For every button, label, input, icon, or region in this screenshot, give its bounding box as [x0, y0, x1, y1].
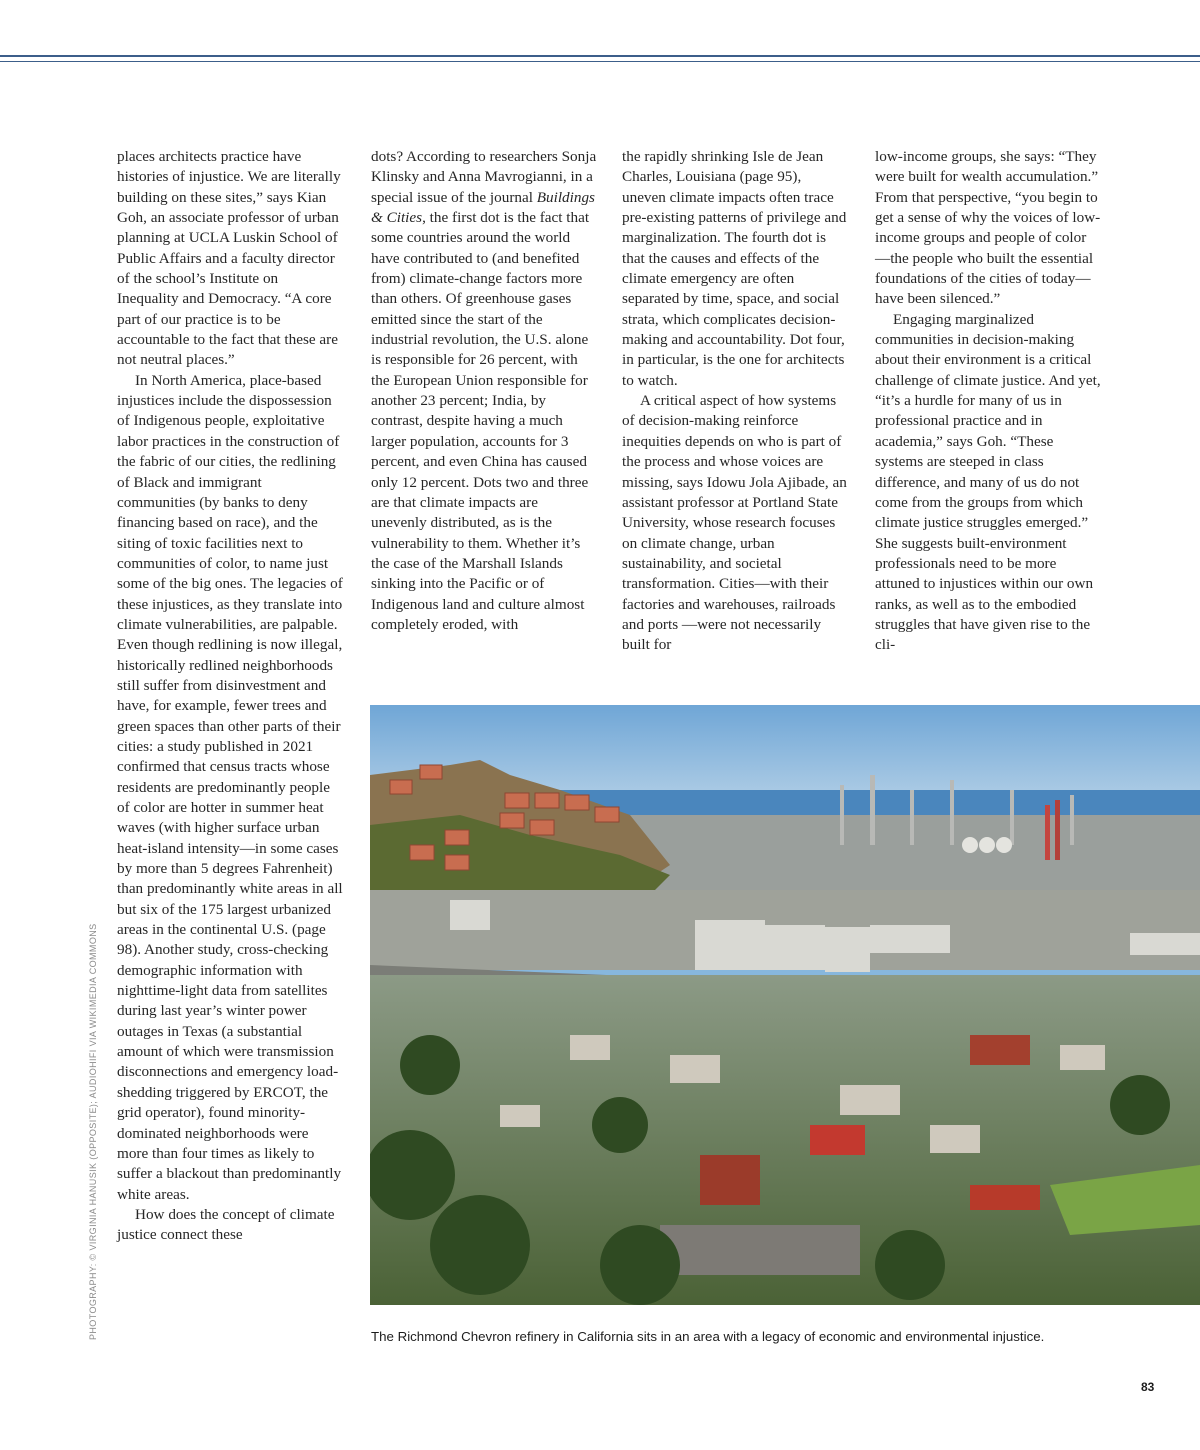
paragraph: low-income groups, she says: “They were built for wealth accumulation.” From that perspective, “you begin to get a sense of why the voices of low-income groups and people of color—the people who built the essential foundations of the cities of today—have been silenced.” — [875, 148, 1101, 308]
article-column-1 — [117, 147, 343, 1246]
paragraph-text: dots? According to researchers Sonja Klinsky and Anna Mavrogianni, in a special issue of the journal — [371, 148, 597, 206]
header-rule-top — [0, 55, 1200, 57]
journal-title: Buildings & Cities — [371, 188, 595, 227]
photo-credit: PHOTOGRAPHY: © VIRGINIA HANUSIK (OPPOSITE); AUDIOHIFI VIA WIKIMEDIA COMMONS — [88, 923, 98, 1340]
paragraph: In North America, place-based injustices include the dispossession of Indigenous people, exploitative labor practices in the construction of the fabric of our cities, the redlining of Black and immigrant communities (by banks to deny financing based on race), and the siting of toxic facilities next to communities of color, to name just some of the big ones. The legacies of these injustices, as they translate into climate vulnerabilities, are palpable. Even though redlining is now illegal, historically redlined neighborhoods still suffer from disinvestment and have, for example, fewer trees and green spaces than other parts of their cities: a study published in 2021 confirmed that census tracts whose residents are predominantly people of color are hotter in summer heat waves (with higher surface urban heat-island intensity—in some cases by more than 5 degrees Fahrenheit) than predominantly white areas in all but six of the 175 largest urbanized areas in the continental U.S. (page 98). Another study, cross-checking demographic information with nighttime-light data from satellites during last year’s winter power outages in Texas (a substantial amount of which were transmission disconnections and emergency load-shedding triggered by ERCOT, the grid operator), found minority-dominated neighborhoods were more than four times as likely to suffer a blackout than predominantly white areas. — [117, 371, 343, 1203]
photo-caption: The Richmond Chevron refinery in California sits in an area with a legacy of economic and environmental injustice. — [371, 1329, 1045, 1344]
refinery-photo — [370, 705, 1200, 1305]
article-column-2 — [371, 147, 597, 635]
paragraph: How does the concept of climate justice connect these — [117, 1205, 335, 1244]
paragraph: the rapidly shrinking Isle de Jean Charles, Louisiana (page 95), uneven climate impacts often trace pre-existing patterns of privilege and marginalization. The fourth dot is that the causes and effects of the climate emergency are often separated by time, space, and social strata, which complicates decision-making and accountability. Dot four, in particular, is the one for architects to watch. — [622, 148, 847, 389]
paragraph: places architects practice have histories of injustice. We are literally building on these sites,” says Kian Goh, an associate professor of urban planning at UCLA Luskin School of Public Affairs and a faculty director of the school’s Institute on Inequality and Democracy. “A core part of our practice is to be accountable to the fact that these are not neutral places.” — [117, 148, 341, 369]
article-column-4 — [875, 147, 1101, 656]
paragraph: A critical aspect of how systems of decision-making reinforce inequities depends on who is part of the process and whose voices are missing, says Idowu Jola Ajibade, an assistant professor at Portland State University, whose research focuses on climate change, urban sustainability, and societal transformation. Cities—with their factories and warehouses, railroads and ports —were not necessarily built for — [622, 392, 847, 654]
page-number: 83 — [1141, 1380, 1155, 1394]
refinery-landscape-photo — [370, 705, 1200, 1305]
header-rule-bottom — [0, 61, 1200, 62]
paragraph: Engaging marginalized communities in decision-making about their environment is a critical challenge of climate justice. And yet, “it’s a hurdle for many of us in professional practice and in academia,” says Goh. “These systems are steeped in class difference, and many of us do not come from the groups from which climate justice struggles emerged.” She suggests built-environment professionals need to be more attuned to injustices within our own ranks, as well as to the embodied struggles that have given rise to the cli- — [875, 310, 1101, 654]
paragraph-text: , the first dot is the fact that some countries around the world have contributed to (and benefited from) climate-change factors more than others. Of greenhouse gases emitted since the start of the industrial revolution, the U.S. alone is responsible for 26 percent, with the European Union responsible for another 23 percent; India, by contrast, despite having a much larger population, accounts for 3 percent, and even China has caused only 12 percent. Dots two and three are that climate impacts are unevenly distributed, as is the vulnerability to them. Whether it’s the case of the Marshall Islands sinking into the Pacific or of Indigenous land and culture almost completely eroded, with — [371, 209, 590, 633]
paragraph — [371, 147, 597, 635]
article-column-3 — [622, 147, 848, 656]
